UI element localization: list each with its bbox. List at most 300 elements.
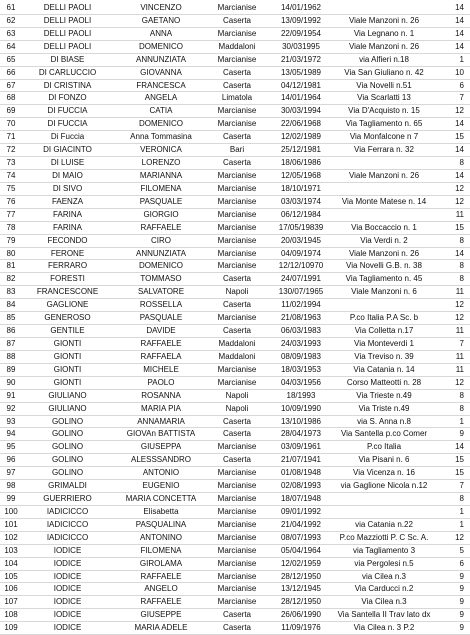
table-row [0, 209, 470, 222]
surname-cell: IODICE [53, 558, 82, 568]
first-name-cell: GIUSEPPE [140, 610, 182, 620]
birthplace-cell: Marcianise [217, 519, 257, 529]
birthplace-cell: Maddaloni [218, 351, 256, 361]
address-cell: Via Tagliamento n. 65 [345, 119, 423, 129]
table-row [0, 338, 470, 351]
surname-cell: DELLI PAOLI [43, 15, 92, 25]
birth-date-cell: 04/03/1956 [280, 377, 322, 387]
table-row [0, 92, 470, 105]
first-name-cell: RAFFAELE [140, 338, 182, 348]
address-cell: Via Trieste n.49 [356, 390, 412, 400]
surname-cell: DI FUCCIA [47, 106, 88, 116]
row-number: 66 [6, 67, 16, 77]
address-cell: via Gaglione Nicola n.12 [340, 481, 428, 491]
table-row [0, 183, 470, 196]
row-number: 95 [6, 442, 16, 452]
surname-cell: GENEROSO [44, 313, 91, 323]
birthplace-cell: Marcianise [217, 3, 257, 12]
count-cell: 14 [455, 170, 464, 180]
row-number: 107 [4, 597, 18, 607]
address-cell: Via D'Acquisto n. 15 [348, 106, 420, 116]
birthplace-cell: Caserta [222, 132, 251, 142]
address-cell: Via Boccaccio n. 1 [351, 222, 417, 232]
birth-date-cell: 11/02/1994 [281, 300, 321, 310]
count-cell: 7 [459, 338, 464, 348]
birthplace-cell: Caserta [222, 455, 251, 465]
count-cell: 14 [455, 15, 464, 25]
count-cell: 8 [459, 403, 464, 413]
first-name-cell: ANTONIO [142, 468, 180, 478]
count-cell: 15 [455, 132, 464, 142]
table-row [0, 144, 470, 157]
table-row [0, 248, 470, 261]
row-number: 69 [6, 106, 16, 116]
address-cell: Via Pisani n. 6 [358, 455, 410, 465]
birth-date-cell: 21/04/1992 [280, 519, 322, 529]
birthplace-cell: Napoli [225, 287, 249, 297]
surname-cell: GENTILE [50, 326, 85, 336]
first-name-cell: FILOMENA [140, 183, 182, 193]
row-number: 92 [6, 403, 16, 413]
birth-date-cell: 11/09/1976 [281, 623, 321, 633]
birth-date-cell: 13/05/1989 [280, 67, 322, 77]
birth-date-cell: 25/12/1981 [280, 145, 322, 155]
table-row [0, 377, 470, 390]
surname-cell: IODICE [53, 584, 82, 594]
first-name-cell: RAFFAELA [140, 351, 182, 361]
row-number: 76 [6, 196, 16, 206]
table-row [0, 583, 470, 596]
table-row [0, 480, 470, 493]
birthplace-cell: Napoli [225, 390, 249, 400]
first-name-cell: CIRO [151, 235, 171, 245]
first-name-cell: GIROLAMA [139, 558, 183, 568]
surname-cell: DI FONZO [48, 93, 87, 103]
first-name-cell: GIORGIO [143, 209, 179, 219]
table-row [0, 235, 470, 248]
row-number: 68 [6, 93, 16, 103]
address-cell: Via Scarlatti 13 [357, 93, 411, 103]
surname-cell: DI SIVO [52, 183, 83, 193]
address-cell: Viale Manzoni n. 26 [348, 15, 420, 25]
birth-date-cell: 13/09/1992 [280, 15, 322, 25]
address-cell: Viale Manzoni n. 26 [348, 41, 420, 51]
row-number: 103 [4, 545, 18, 555]
birth-date-cell: 18/1993 [286, 390, 316, 400]
count-cell: 9 [459, 623, 464, 633]
count-cell: 15 [455, 468, 464, 478]
surname-cell: DI MAIO [52, 170, 83, 180]
count-cell: 9 [459, 597, 464, 607]
birth-date-cell: 14/01/1962 [280, 3, 322, 12]
count-cell: 8 [459, 235, 464, 245]
first-name-cell: SALVATORE [137, 287, 185, 297]
address-cell: Via Monteverdi 1 [354, 338, 414, 348]
birth-date-cell: 05/04/1964 [280, 545, 322, 555]
first-name-cell: ANTONINO [139, 532, 183, 542]
address-cell: Via Cilea n.3 [361, 597, 407, 607]
birthplace-cell: Caserta [222, 623, 251, 633]
birth-date-cell: 22/06/1968 [280, 119, 322, 129]
surname-cell: DI FUCCIA [47, 119, 88, 129]
count-cell: 8 [459, 390, 464, 400]
count-cell: 8 [459, 158, 464, 168]
surname-cell: IADICICCO [46, 532, 89, 542]
address-cell: Via Monte Matese n. 14 [341, 196, 427, 206]
birth-date-cell: 28/12/1950 [280, 597, 322, 607]
first-name-cell: MICHELE [143, 364, 179, 374]
address-cell: Viale Manzoni n. 6 [351, 287, 417, 297]
table-row [0, 506, 470, 519]
table-row [0, 416, 470, 429]
address-cell: Viale Manzoni n. 26 [348, 248, 420, 258]
count-cell: 8 [459, 274, 464, 284]
row-number: 100 [4, 506, 18, 516]
count-cell: 15 [455, 455, 464, 465]
count-cell: 10 [455, 67, 464, 77]
row-number: 97 [6, 468, 16, 478]
table-row [0, 467, 470, 480]
address-cell: via Tagliamento 3 [352, 545, 416, 555]
first-name-cell: EUGENIO [142, 481, 180, 491]
table-row [0, 571, 470, 584]
row-number: 102 [4, 532, 18, 542]
row-number: 72 [6, 145, 16, 155]
table-row [0, 622, 470, 635]
table-row [0, 558, 470, 571]
row-number: 89 [6, 364, 16, 374]
count-cell: 12 [455, 532, 464, 542]
row-number: 71 [6, 132, 16, 142]
first-name-cell: PASQUALE [139, 313, 183, 323]
first-name-cell: TOMMASO [140, 274, 182, 284]
table-row [0, 28, 470, 41]
birth-date-cell: 09/01/1992 [280, 506, 322, 516]
table-row [0, 519, 470, 532]
first-name-cell: ROSANNA [141, 390, 181, 400]
birth-date-cell: 24/03/1993 [280, 338, 322, 348]
row-number: 64 [6, 41, 16, 51]
address-cell: Via San Giuliano n. 42 [344, 67, 424, 77]
surname-cell: GIONTI [53, 377, 82, 387]
row-number: 101 [4, 519, 18, 529]
birth-date-cell: 10/09/1990 [280, 403, 322, 413]
table-row [0, 493, 470, 506]
first-name-cell: ANGELA [144, 93, 178, 103]
birthplace-cell: Marcianise [217, 209, 257, 219]
first-name-cell: GIUSEPPA [140, 442, 182, 452]
count-cell: 14 [455, 41, 464, 51]
birthplace-cell: Marcianise [217, 558, 257, 568]
birth-date-cell: 21/03/1972 [280, 54, 322, 64]
count-cell: 14 [455, 3, 464, 12]
address-cell: P.co Mazziotti P. C Sc. A. [339, 532, 429, 542]
count-cell: 14 [455, 28, 464, 38]
surname-cell: DI GIACINTO [43, 145, 92, 155]
row-number: 85 [6, 313, 16, 323]
table-row [0, 2, 470, 15]
birth-date-cell: 12/02/1959 [280, 558, 322, 568]
birth-date-cell: 02/08/1993 [280, 481, 322, 491]
count-cell: 11 [455, 351, 464, 361]
first-name-cell: Anna Tommasina [130, 132, 192, 142]
row-number: 96 [6, 455, 16, 465]
first-name-cell: GIOVAn BATTISTA [126, 429, 196, 439]
surname-cell: DI BIASE [50, 54, 85, 64]
count-cell: 7 [459, 93, 464, 103]
count-cell: 9 [459, 429, 464, 439]
address-cell: Via Santella II Trav lato dx [337, 610, 431, 620]
surname-cell: FECONDO [47, 235, 88, 245]
address-cell: via S. Anna n.8 [357, 416, 411, 426]
birthplace-cell: Marcianise [217, 170, 257, 180]
table-row [0, 428, 470, 441]
count-cell: 11 [455, 364, 464, 374]
table-row [0, 131, 470, 144]
row-number: 109 [4, 623, 18, 633]
first-name-cell: RAFFAELE [140, 597, 182, 607]
birthplace-cell: Marcianise [217, 364, 257, 374]
address-cell: Via Colletta n.17 [354, 326, 414, 336]
first-name-cell: PASQUALINA [135, 519, 187, 529]
first-name-cell: MARIA PIA [140, 403, 181, 413]
count-cell: 12 [455, 313, 464, 323]
count-cell: 1 [459, 506, 464, 516]
birth-date-cell: 03/09/1961 [280, 442, 322, 452]
surname-cell: DELLI PAOLI [43, 28, 92, 38]
count-cell: 12 [455, 196, 464, 206]
count-cell: 6 [459, 80, 464, 90]
surname-cell: GOLINO [51, 455, 84, 465]
first-name-cell: LORENZO [141, 158, 181, 168]
table-row [0, 325, 470, 338]
birth-date-cell: 12/02/1989 [280, 132, 322, 142]
address-cell: Via Novelli G.B. n. 38 [346, 261, 422, 271]
first-name-cell: DAVIDE [146, 326, 176, 336]
birth-date-cell: 04/09/1974 [280, 248, 322, 258]
table-row [0, 260, 470, 273]
row-number: 86 [6, 326, 16, 336]
table-row [0, 609, 470, 622]
row-number: 108 [4, 610, 18, 620]
count-cell: 1 [459, 519, 464, 529]
birthplace-cell: Marcianise [217, 597, 257, 607]
birth-date-cell: 06/03/1983 [280, 326, 322, 336]
address-cell: Via Triste n.49 [358, 403, 410, 413]
surname-cell: IODICE [53, 610, 82, 620]
birthplace-cell: Caserta [222, 67, 251, 77]
address-cell: via Cilea n.3 [361, 571, 407, 581]
count-cell: 15 [455, 222, 464, 232]
address-cell: via Catania n.22 [355, 519, 413, 529]
birthplace-cell: Marcianise [217, 545, 257, 555]
table-row [0, 54, 470, 67]
surname-cell: GIONTI [53, 364, 82, 374]
first-name-cell: GIOVANNA [140, 67, 182, 77]
row-number: 93 [6, 416, 16, 426]
surname-cell: GIULIANO [48, 403, 87, 413]
birth-date-cell: 06/12/1984 [280, 209, 322, 219]
birthplace-cell: Marcianise [217, 584, 257, 594]
birthplace-cell: Marcianise [217, 261, 257, 271]
surname-cell: GIONTI [53, 351, 82, 361]
birth-date-cell: 21/07/1941 [280, 455, 322, 465]
birth-date-cell: 22/09/1954 [280, 28, 322, 38]
count-cell: 14 [455, 119, 464, 129]
address-cell: Corso Matteotti n. 28 [346, 377, 422, 387]
address-cell: Via Catania n. 14 [353, 364, 415, 374]
birth-date-cell: 08/09/1983 [280, 351, 322, 361]
birthplace-cell: Marcianise [217, 248, 257, 258]
first-name-cell: DOMENICO [139, 119, 183, 129]
table-row [0, 273, 470, 286]
row-number: 78 [6, 222, 16, 232]
count-cell: 9 [459, 571, 464, 581]
address-cell: Via Ferrara n. 32 [354, 145, 414, 155]
surname-cell: FRANCESCONE [36, 287, 99, 297]
count-cell: 8 [459, 261, 464, 271]
surname-cell: GAGLIONE [46, 300, 89, 310]
birth-date-cell: 24/07/1991 [280, 274, 322, 284]
address-cell: Via Monfalcone n 7 [349, 132, 419, 142]
row-number: 80 [6, 248, 16, 258]
count-cell: 5 [459, 545, 464, 555]
birth-date-cell: 28/12/1950 [280, 571, 322, 581]
first-name-cell: GAETANO [141, 15, 181, 25]
birthplace-cell: Caserta [222, 80, 251, 90]
address-cell: via Pergolesi n.5 [354, 558, 414, 568]
birth-date-cell: 18/06/1986 [280, 158, 322, 168]
birth-date-cell: 28/04/1973 [280, 429, 322, 439]
first-name-cell: DOMENICO [139, 41, 183, 51]
count-cell: 9 [459, 584, 464, 594]
surname-cell: IODICE [53, 597, 82, 607]
row-number: 99 [6, 494, 16, 504]
surname-cell: DI CARLUCCIO [38, 67, 97, 77]
table-row [0, 299, 470, 312]
row-number: 105 [4, 571, 18, 581]
first-name-cell: RAFFAELE [140, 571, 182, 581]
birth-date-cell: 130/07/1965 [278, 287, 324, 297]
row-number: 98 [6, 481, 16, 491]
first-name-cell: FRANCESCA [136, 80, 186, 90]
surname-cell: DI CRISTINA [43, 80, 92, 90]
birthplace-cell: Marcianise [217, 571, 257, 581]
count-cell: 1 [459, 416, 464, 426]
row-number: 70 [6, 119, 16, 129]
first-name-cell: ANNUNZIATA [136, 248, 186, 258]
first-name-cell: FILOMENA [140, 545, 182, 555]
surname-cell: GRIMALDI [48, 481, 87, 491]
row-number: 73 [6, 158, 16, 168]
birth-date-cell: 13/10/1986 [280, 416, 322, 426]
surname-cell: DELLI PAOLI [43, 3, 92, 12]
row-number: 82 [6, 274, 16, 284]
surname-cell: FAENZA [51, 196, 84, 206]
birthplace-cell: Caserta [222, 158, 251, 168]
first-name-cell: CATIA [149, 106, 173, 116]
birth-date-cell: 12/05/1968 [280, 170, 322, 180]
birthplace-cell: Marcianise [217, 106, 257, 116]
birthplace-cell: Caserta [222, 326, 251, 336]
birthplace-cell: Maddaloni [218, 338, 256, 348]
surname-cell: GOLINO [51, 416, 84, 426]
address-cell: Via Verdi n. 2 [360, 235, 408, 245]
surname-cell: FERRARO [47, 261, 88, 271]
first-name-cell: ANNA [149, 28, 173, 38]
table-row [0, 105, 470, 118]
first-name-cell: ANNAMARIA [137, 416, 185, 426]
birthplace-cell: Marcianise [217, 442, 257, 452]
row-number: 91 [6, 390, 16, 400]
surname-cell: GOLINO [51, 468, 84, 478]
birth-date-cell: 03/03/1974 [280, 196, 322, 206]
birth-date-cell: 08/07/1993 [280, 532, 322, 542]
row-number: 67 [6, 80, 16, 90]
table-row [0, 67, 470, 80]
first-name-cell: VERONICA [140, 145, 182, 155]
birthplace-cell: Marcianise [217, 119, 257, 129]
row-number: 77 [6, 209, 16, 219]
count-cell: 14 [455, 145, 464, 155]
surname-cell: DI LUISE [50, 158, 85, 168]
birthplace-cell: Marcianise [217, 377, 257, 387]
birthplace-cell: Caserta [222, 274, 251, 284]
count-cell: 8 [459, 494, 464, 504]
count-cell: 12 [455, 183, 464, 193]
table-row [0, 286, 470, 299]
surname-cell: IODICE [53, 545, 82, 555]
address-cell: Viale Manzoni n. 26 [348, 170, 420, 180]
birth-date-cell: 20/03/1945 [280, 235, 322, 245]
birth-date-cell: 13/12/1945 [280, 584, 322, 594]
row-number: 88 [6, 351, 16, 361]
surname-cell: GIONTI [53, 338, 82, 348]
birth-date-cell: 18/03/1953 [280, 364, 322, 374]
birthplace-cell: Marcianise [217, 235, 257, 245]
count-cell: 14 [455, 442, 464, 452]
count-cell: 12 [455, 106, 464, 116]
birth-date-cell: 01/08/1948 [280, 468, 322, 478]
birthplace-cell: Caserta [222, 15, 251, 25]
count-cell: 11 [455, 287, 464, 297]
row-number: 75 [6, 183, 16, 193]
surname-cell: FARINA [53, 209, 82, 219]
count-cell: 1 [459, 54, 464, 64]
row-number: 63 [6, 28, 16, 38]
row-number: 94 [6, 429, 16, 439]
address-cell: Via Cilea n. 3 P.2 [353, 623, 415, 633]
table-row [0, 222, 470, 235]
surname-cell: IODICE [53, 623, 82, 633]
first-name-cell: Elisabetta [143, 506, 179, 516]
birthplace-cell: Caserta [222, 610, 251, 620]
table-row [0, 545, 470, 558]
surname-cell: FARINA [53, 222, 82, 232]
table-row [0, 170, 470, 183]
table-row [0, 80, 470, 93]
birthplace-cell: Marcianise [217, 494, 257, 504]
birthplace-cell: Limatola [221, 93, 253, 103]
address-cell: Via Novelli n.51 [356, 80, 412, 90]
count-cell: 11 [455, 326, 464, 336]
birth-date-cell: 18/10/1971 [280, 183, 322, 193]
row-number: 81 [6, 261, 16, 271]
row-number: 87 [6, 338, 16, 348]
table-row [0, 118, 470, 131]
table-row [0, 41, 470, 54]
birthplace-cell: Caserta [222, 300, 251, 310]
